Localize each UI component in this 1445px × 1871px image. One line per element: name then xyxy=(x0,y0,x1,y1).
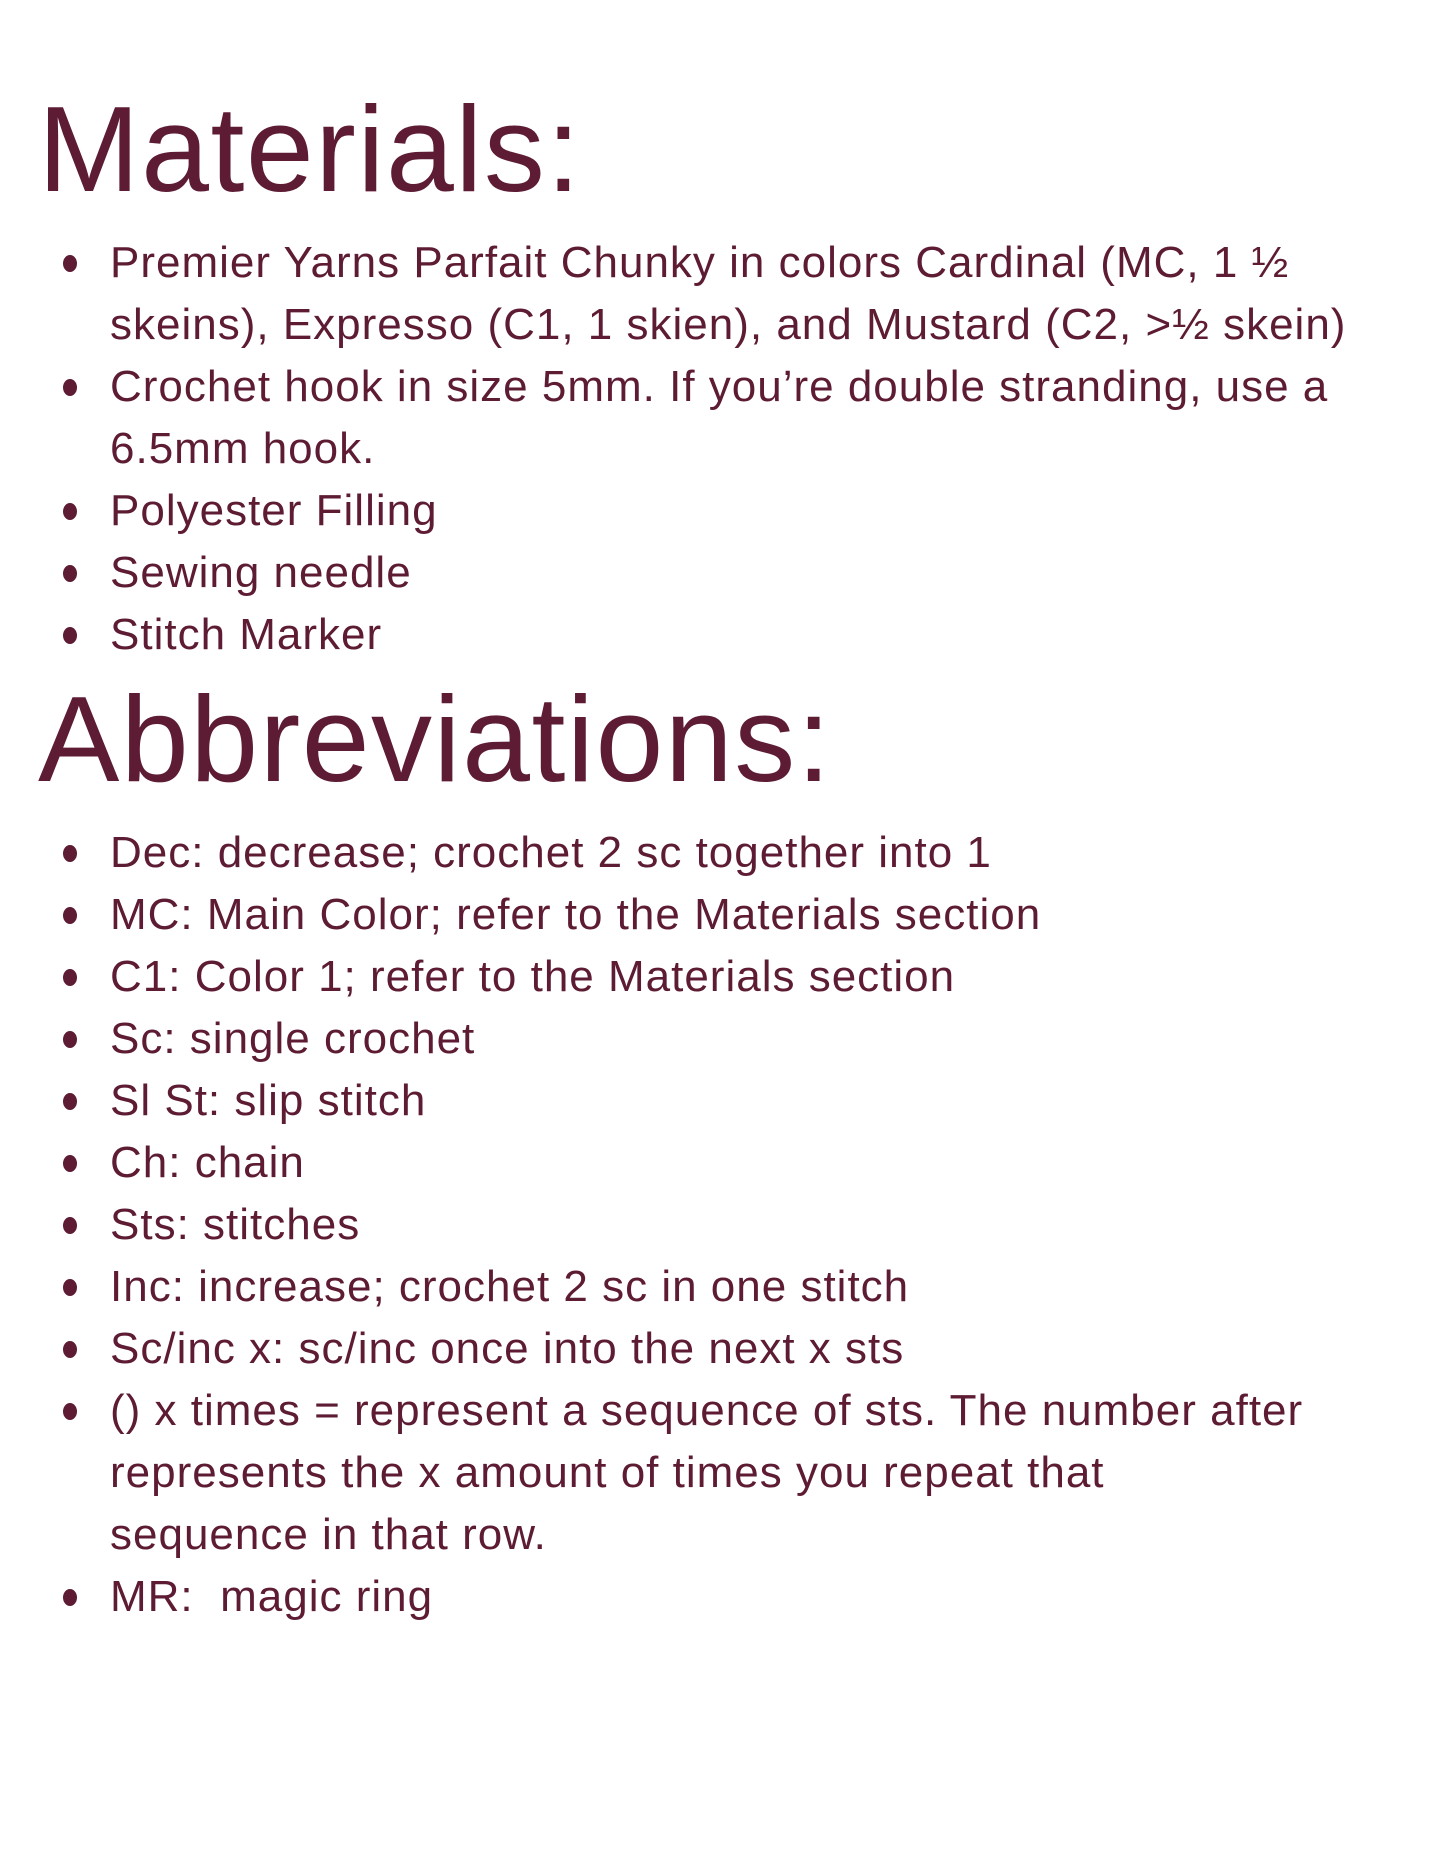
abbreviations-section xyxy=(0,660,1415,1628)
list-item xyxy=(0,480,1415,542)
list-item-line: Dec: decrease; crochet 2 sc together into 1 xyxy=(110,828,992,877)
list-item xyxy=(0,1132,1415,1194)
list-item xyxy=(0,1008,1415,1070)
abbreviations-heading: Abbreviations: xyxy=(38,671,833,807)
list-item-line: Premier Yarns Parfait Chunky in colors Cardinal (MC, 1 ½ xyxy=(110,238,1290,287)
list-item-line: Crochet hook in size 5mm. If you’re double stranding, use a xyxy=(110,362,1329,411)
list-item-line: C1: Color 1; refer to the Materials section xyxy=(110,952,956,1001)
list-item-line: MC: Main Color; refer to the Materials section xyxy=(110,890,1042,939)
list-item-line: skeins), Expresso (C1, 1 skien), and Mustard (C2, >½ skein) xyxy=(110,300,1347,349)
list-item xyxy=(0,1194,1415,1256)
materials-list xyxy=(0,232,1415,666)
list-item-line: Inc: increase; crochet 2 sc in one stitch xyxy=(110,1262,910,1311)
list-item-line: represents the x amount of times you repeat that xyxy=(110,1448,1105,1497)
list-item-line: Ch: chain xyxy=(110,1138,305,1187)
list-item-line: MR: magic ring xyxy=(110,1572,434,1621)
materials-section xyxy=(0,70,1415,666)
list-item xyxy=(0,1256,1415,1318)
list-item-line: () x times = represent a sequence of sts. The number after xyxy=(110,1386,1304,1435)
list-item xyxy=(0,1318,1415,1380)
list-item-line: sequence in that row. xyxy=(110,1510,547,1559)
list-item xyxy=(0,946,1415,1008)
list-item xyxy=(0,822,1415,884)
list-item-line: Stitch Marker xyxy=(110,610,383,659)
list-item xyxy=(0,356,1415,480)
list-item xyxy=(0,1566,1415,1628)
list-item-line: Sts: stitches xyxy=(110,1200,361,1249)
abbreviations-list xyxy=(0,822,1415,1628)
list-item xyxy=(0,884,1415,946)
list-item xyxy=(0,1070,1415,1132)
list-item xyxy=(0,1380,1415,1566)
list-item-line: Polyester Filling xyxy=(110,486,438,535)
materials-heading: Materials: xyxy=(38,81,582,217)
list-item xyxy=(0,604,1415,666)
list-item-line: Sc/inc x: sc/inc once into the next x sts xyxy=(110,1324,905,1373)
list-item-line: Sl St: slip stitch xyxy=(110,1076,427,1125)
list-item-line: 6.5mm hook. xyxy=(110,424,376,473)
list-item-line: Sewing needle xyxy=(110,548,412,597)
list-item xyxy=(0,542,1415,604)
list-item xyxy=(0,232,1415,356)
list-item-line: Sc: single crochet xyxy=(110,1014,476,1063)
